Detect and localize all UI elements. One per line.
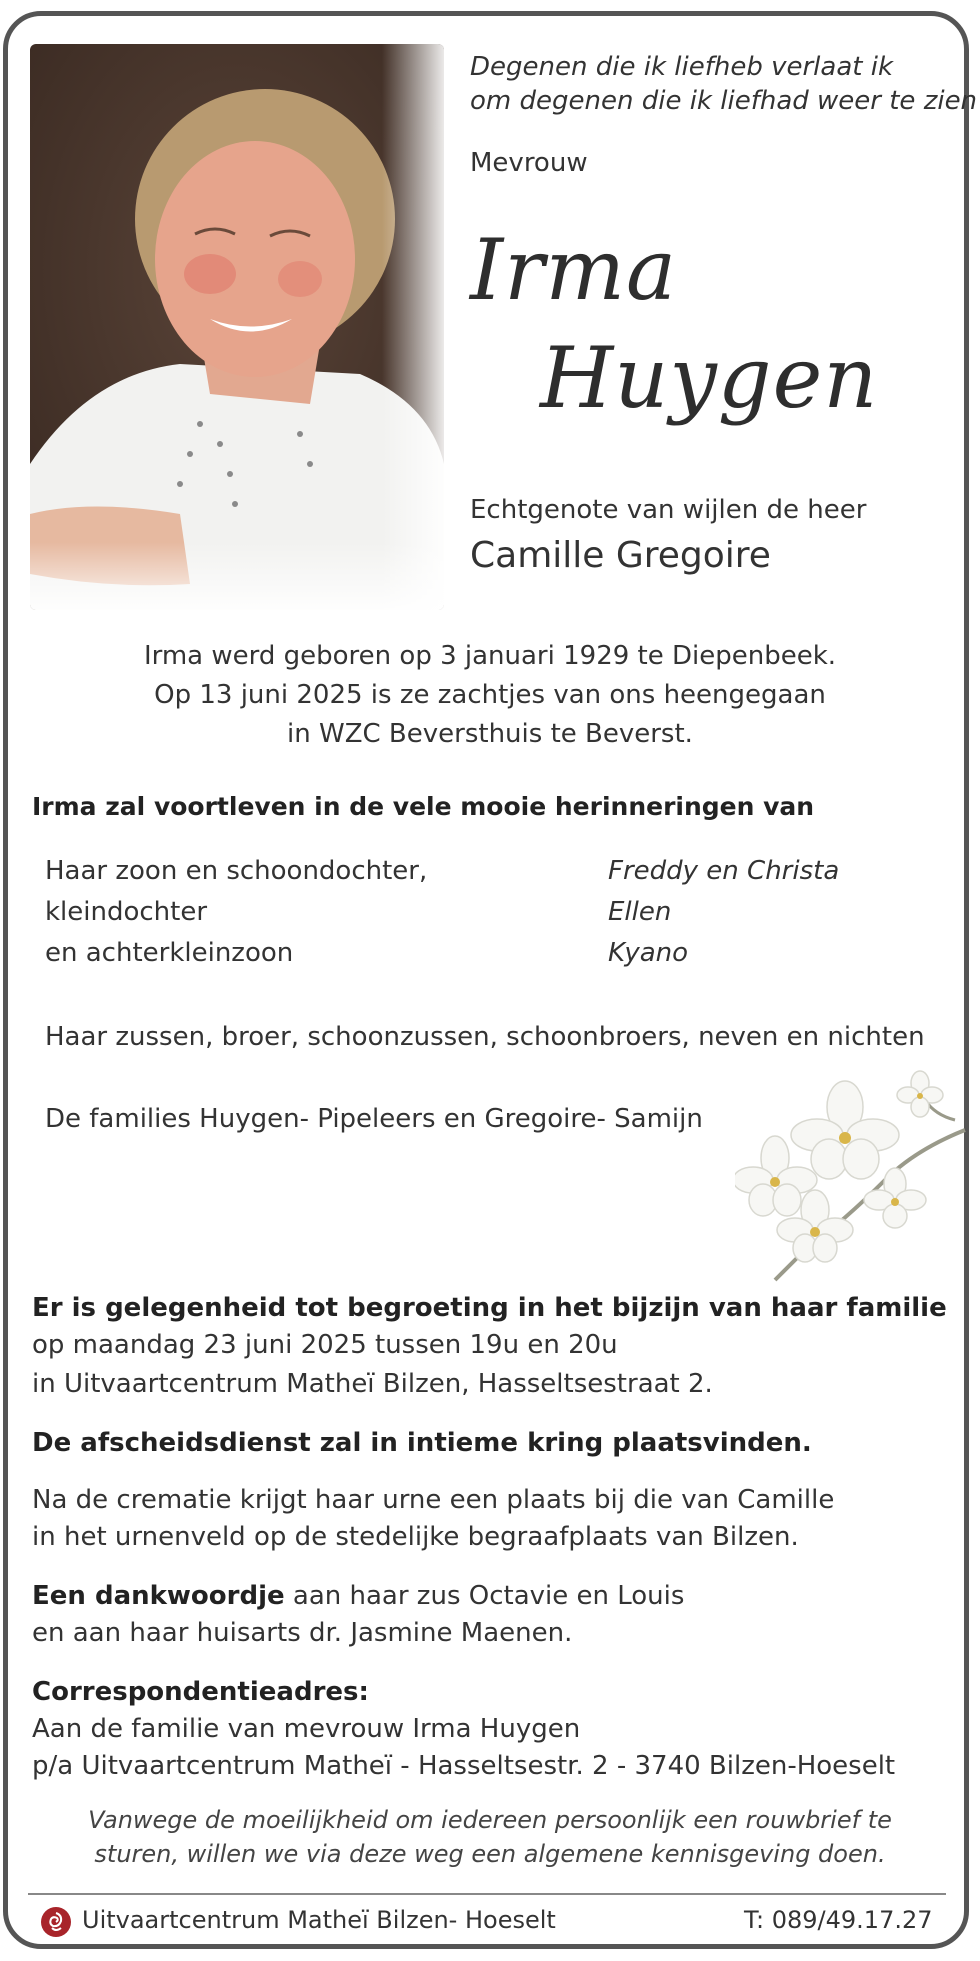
cremation-line-1: Na de crematie krijgt haar urne een plaats bij die van Camille <box>32 1485 835 1515</box>
correspondence-heading: Correspondentieadres: <box>32 1677 369 1707</box>
service-heading: De afscheidsdienst zal in intieme kring plaatsvinden. <box>32 1428 812 1458</box>
birth-line: Irma werd geboren op 3 januari 1929 te Diepenbeek. <box>143 641 837 671</box>
family-relation-1: Haar zoon en schoondochter, <box>45 856 428 886</box>
cremation-line-2: in het urnenveld op de stedelijke begraafplaats van Bilzen. <box>32 1522 799 1552</box>
visitation-place: in Uitvaartcentrum Matheï Bilzen, Hasseltsestraat 2. <box>32 1369 713 1399</box>
spouse-name: Camille Gregoire <box>470 535 771 576</box>
death-place-line: in WZC Beversthuis te Beverst. <box>287 719 693 749</box>
portrait-photo <box>30 44 444 610</box>
rose-logo-icon <box>40 1906 72 1938</box>
spouse-label: Echtgenote van wijlen de heer <box>470 495 867 525</box>
footer-phone: T: 089/49.17.27 <box>744 1906 933 1934</box>
title-prefix: Mevrouw <box>470 148 588 178</box>
thanks-rest: aan haar zus Octavie en Louis <box>284 1581 685 1611</box>
thanks-line-1 <box>32 1581 684 1611</box>
thanks-bold: Een dankwoordje <box>32 1581 285 1611</box>
family-relation-3: en achterkleinzoon <box>45 938 294 968</box>
orchid-decoration <box>735 1060 975 1285</box>
family-relation-2: kleindochter <box>45 897 208 927</box>
family-names-1: Freddy en Christa <box>608 856 840 886</box>
siblings-line: Haar zussen, broer, schoonzussen, schoonbroers, neven en nichten <box>45 1022 925 1052</box>
visitation-date: op maandag 23 juni 2025 tussen 19u en 20u <box>32 1330 618 1360</box>
quote-line-1: Degenen die ik liefheb verlaat ik <box>470 52 894 82</box>
death-line: Op 13 juni 2025 is ze zachtjes van ons heengegaan <box>154 680 826 710</box>
footer-company: Uitvaartcentrum Matheï Bilzen- Hoeselt <box>82 1906 556 1934</box>
notice-line-1: Vanwege de moeilijkheid om iedereen persoonlijk een rouwbrief te <box>88 1806 892 1834</box>
memories-heading: Irma zal voortleven in de vele mooie herinneringen van <box>32 792 815 821</box>
notice-line-2: sturen, willen we via deze weg een algemene kennisgeving doen. <box>94 1840 886 1868</box>
family-names-3: Kyano <box>608 938 689 968</box>
correspondence-line-1: Aan de familie van mevrouw Irma Huygen <box>32 1714 581 1744</box>
family-names-2: Ellen <box>608 897 672 927</box>
last-name: Huygen <box>540 329 879 427</box>
quote-line-2: om degenen die ik liefhad weer te zien <box>470 86 978 116</box>
first-name: Irma <box>470 221 678 319</box>
visitation-heading: Er is gelegenheid tot begroeting in het bijzijn van haar familie <box>32 1293 947 1323</box>
families-line: De families Huygen- Pipeleers en Gregoire- Samijn <box>45 1104 703 1134</box>
correspondence-line-2: p/a Uitvaartcentrum Matheï - Hasseltsestr. 2 - 3740 Bilzen-Hoeselt <box>32 1751 896 1781</box>
thanks-line-2: en aan haar huisarts dr. Jasmine Maenen. <box>32 1618 573 1648</box>
footer-divider <box>28 1893 946 1895</box>
